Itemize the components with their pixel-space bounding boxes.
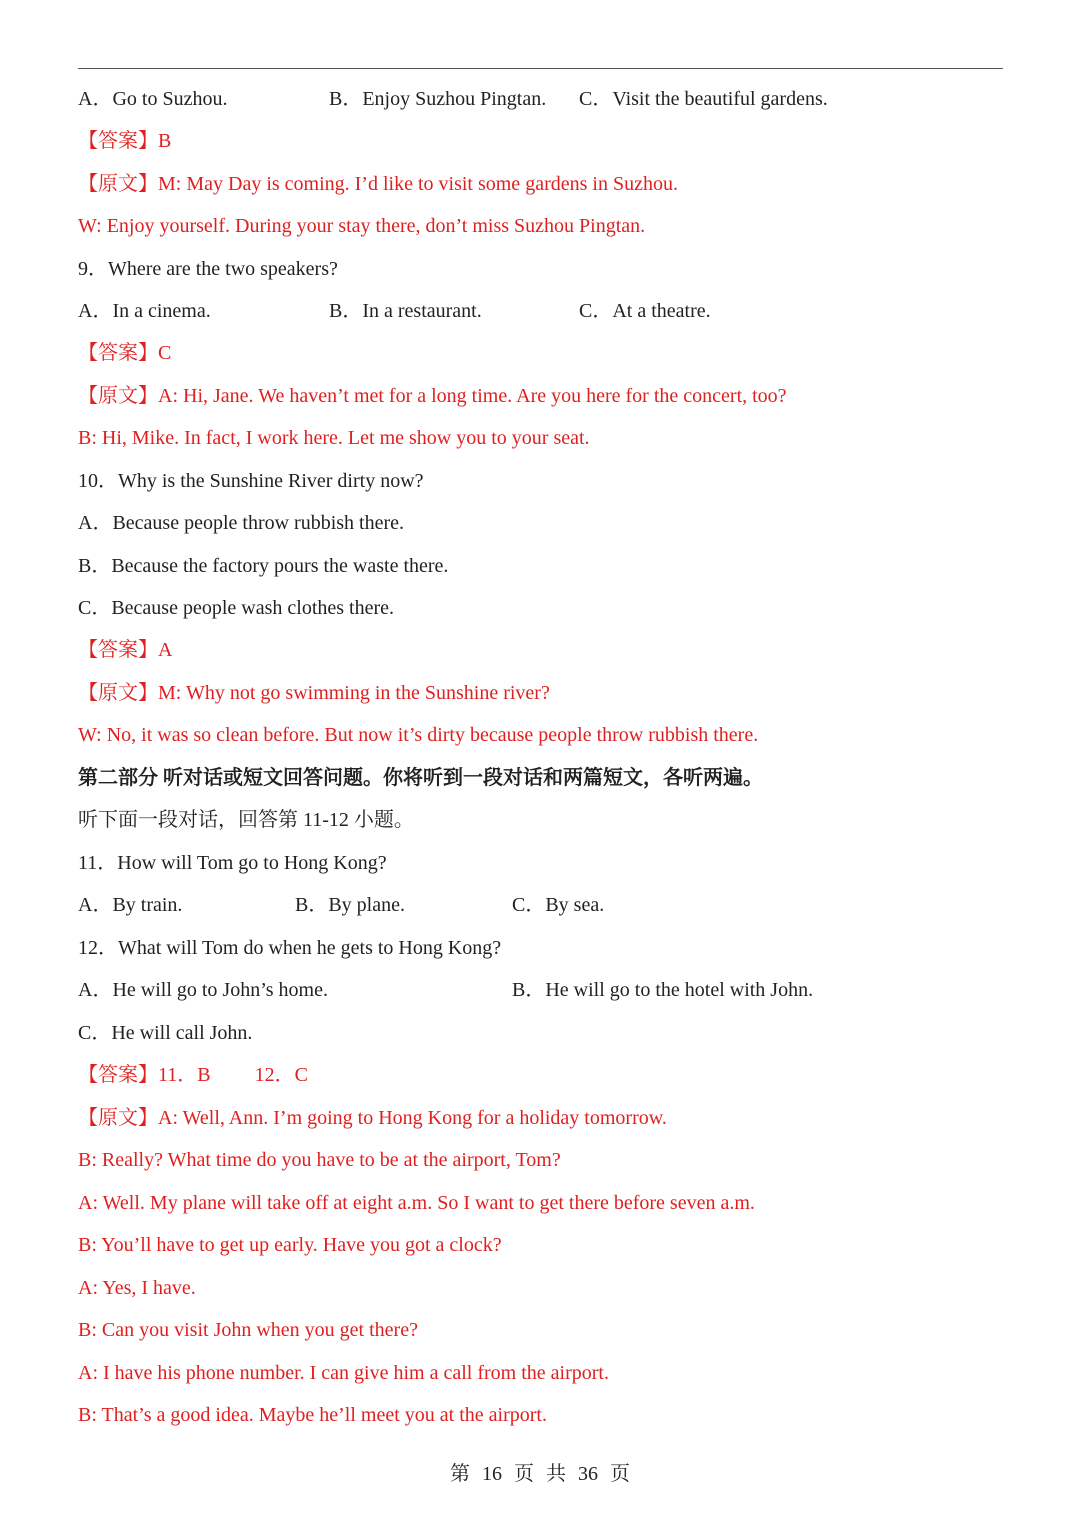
- q10-script-1: 【原文】M: Why not go swimming in the Sunshine river?: [78, 682, 550, 704]
- q11-12-script-line: B: Really? What time do you have to be at the airport, Tom?: [78, 1149, 561, 1171]
- header-rule: [78, 68, 1003, 69]
- q12-option-b: B．He will go to the hotel with John.: [512, 979, 814, 1001]
- q9-option-c: C．At a theatre.: [579, 300, 711, 322]
- q9-script-2: B: Hi, Mike. In fact, I work here. Let me show you to your seat.: [78, 427, 590, 449]
- part2-heading: 第二部分 听对话或短文回答问题。你将听到一段对话和两篇短文，各听两遍。: [78, 767, 763, 789]
- q10-option-c: C．Because people wash clothes there.: [78, 597, 395, 619]
- q8-script-2: W: Enjoy yourself. During your stay there, don’t miss Suzhou Pingtan.: [78, 215, 646, 237]
- q11-12-script-line: A: Well. My plane will take off at eight a.m. So I want to get there before seven a.m.: [78, 1192, 755, 1214]
- page-number: 16: [482, 1463, 502, 1485]
- q11-12-script-line: A: I have his phone number. I can give him a call from the airport.: [78, 1362, 609, 1384]
- answer-12: 12．C: [254, 1064, 308, 1086]
- q11-12-script-line: B: You’ll have to get up early. Have you got a clock?: [78, 1234, 502, 1256]
- q11-12-script-line: B: Can you visit John when you get there?: [78, 1319, 418, 1341]
- q11-12-script-line: 【原文】A: Well, Ann. I’m going to Hong Kong for a holiday tomorrow.: [78, 1107, 667, 1129]
- q11-question: 11．How will Tom go to Hong Kong?: [78, 852, 387, 874]
- q9-option-a: A．In a cinema.: [78, 300, 211, 322]
- q8-option-b: B．Enjoy Suzhou Pingtan.: [329, 88, 547, 110]
- q10-option-b: B．Because the factory pours the waste there.: [78, 555, 449, 577]
- q11-12-script-line: B: That’s a good idea. Maybe he’ll meet you at the airport.: [78, 1404, 547, 1426]
- page-footer: 第 16 页 共 36 页: [450, 1463, 630, 1485]
- q9-answer: 【答案】C: [78, 342, 172, 364]
- q12-option-a: A．He will go to John’s home.: [78, 979, 328, 1001]
- q10-answer: 【答案】A: [78, 639, 173, 661]
- q8-answer: 【答案】B: [78, 130, 172, 152]
- q10-question: 10．Why is the Sunshine River dirty now?: [78, 470, 424, 492]
- q11-option-c: C．By sea.: [512, 894, 605, 916]
- total-pages: 36: [578, 1463, 598, 1485]
- q12-question: 12．What will Tom do when he gets to Hong Kong?: [78, 937, 502, 959]
- q8-option-a: A．Go to Suzhou.: [78, 88, 228, 110]
- q11-12-answer: 【答案】11．B 12．C: [78, 1064, 308, 1086]
- q8-option-c: C．Visit the beautiful gardens.: [579, 88, 828, 110]
- q9-script-1: 【原文】A: Hi, Jane. We haven’t met for a long time. Are you here for the concert, too?: [78, 385, 787, 407]
- q12-option-c: C．He will call John.: [78, 1022, 253, 1044]
- q11-option-a: A．By train.: [78, 894, 183, 916]
- q11-option-b: B．By plane.: [295, 894, 405, 916]
- q10-script-2: W: No, it was so clean before. But now it’s dirty because people throw rubbish there.: [78, 724, 759, 746]
- part2-instruction: 听下面一段对话，回答第 11-12 小题。: [78, 809, 414, 831]
- answer-11: 11．B: [158, 1064, 211, 1086]
- q9-question: 9．Where are the two speakers?: [78, 258, 338, 280]
- q10-option-a: A．Because people throw rubbish there.: [78, 512, 405, 534]
- q11-12-script-line: A: Yes, I have.: [78, 1277, 196, 1299]
- q9-option-b: B．In a restaurant.: [329, 300, 482, 322]
- q8-script-1: 【原文】M: May Day is coming. I’d like to visit some gardens in Suzhou.: [78, 173, 678, 195]
